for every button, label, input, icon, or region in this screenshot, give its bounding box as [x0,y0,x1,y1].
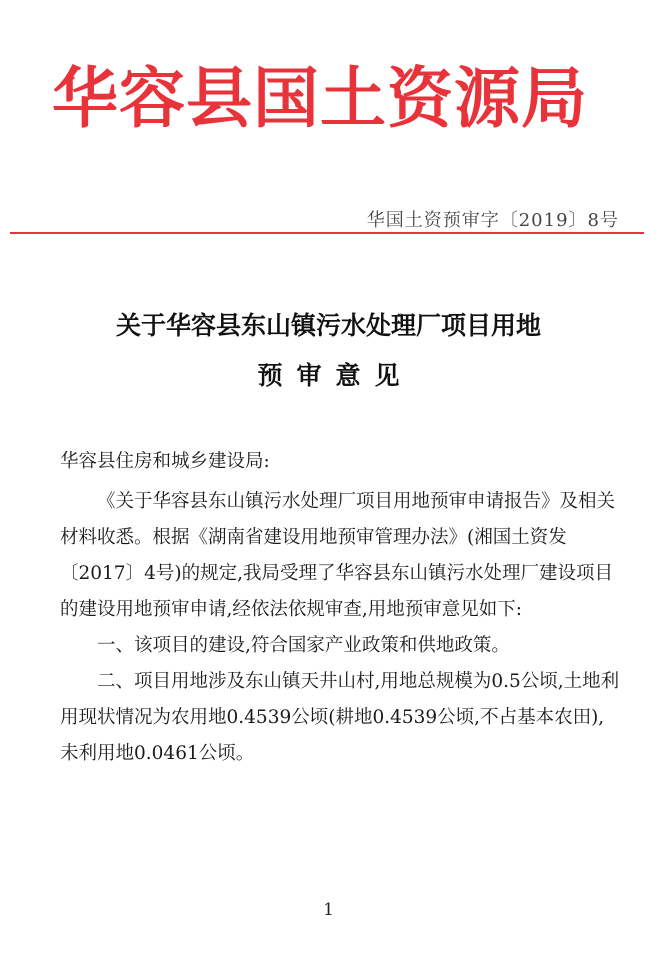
body-paragraph-intro [60,484,620,772]
paragraph-item-1: 一、该项目的建设,符合国家产业政策和供地政策。 [97,635,510,656]
document-number: 华国土资预审字〔2019〕8号 [366,210,619,231]
red-divider-line [10,232,644,234]
paragraph-text: 《关于华容县东山镇污水处理厂项目用地预审申请报告》及相关材料收悉。根据《湖南省建设用地预审管理办法》(湘国土资发〔2017〕4号)的规定,我局受理了华容县东山镇污水处理厂建设项目的建设用地预审申请,经依法依规审查,用地预审意见如下: [60,491,616,620]
addressee: 华容县住房和城乡建设局: [60,451,270,472]
paragraph-item-2: 二、项目用地涉及东山镇天井山村,用地总规模为0.5公顷,土地利用现状情况为农用地0.4539公顷(耕地0.4539公顷,不占基本农田),未利用地0.0461公顷。 [60,671,620,764]
agency-letterhead-title: 华容县国土资源局 [52,59,588,137]
document-title-line-2: 预审意见 [257,361,414,390]
page-number: 1 [323,900,334,920]
document-title-line-1: 关于华容县东山镇污水处理厂项目用地 [115,311,541,340]
